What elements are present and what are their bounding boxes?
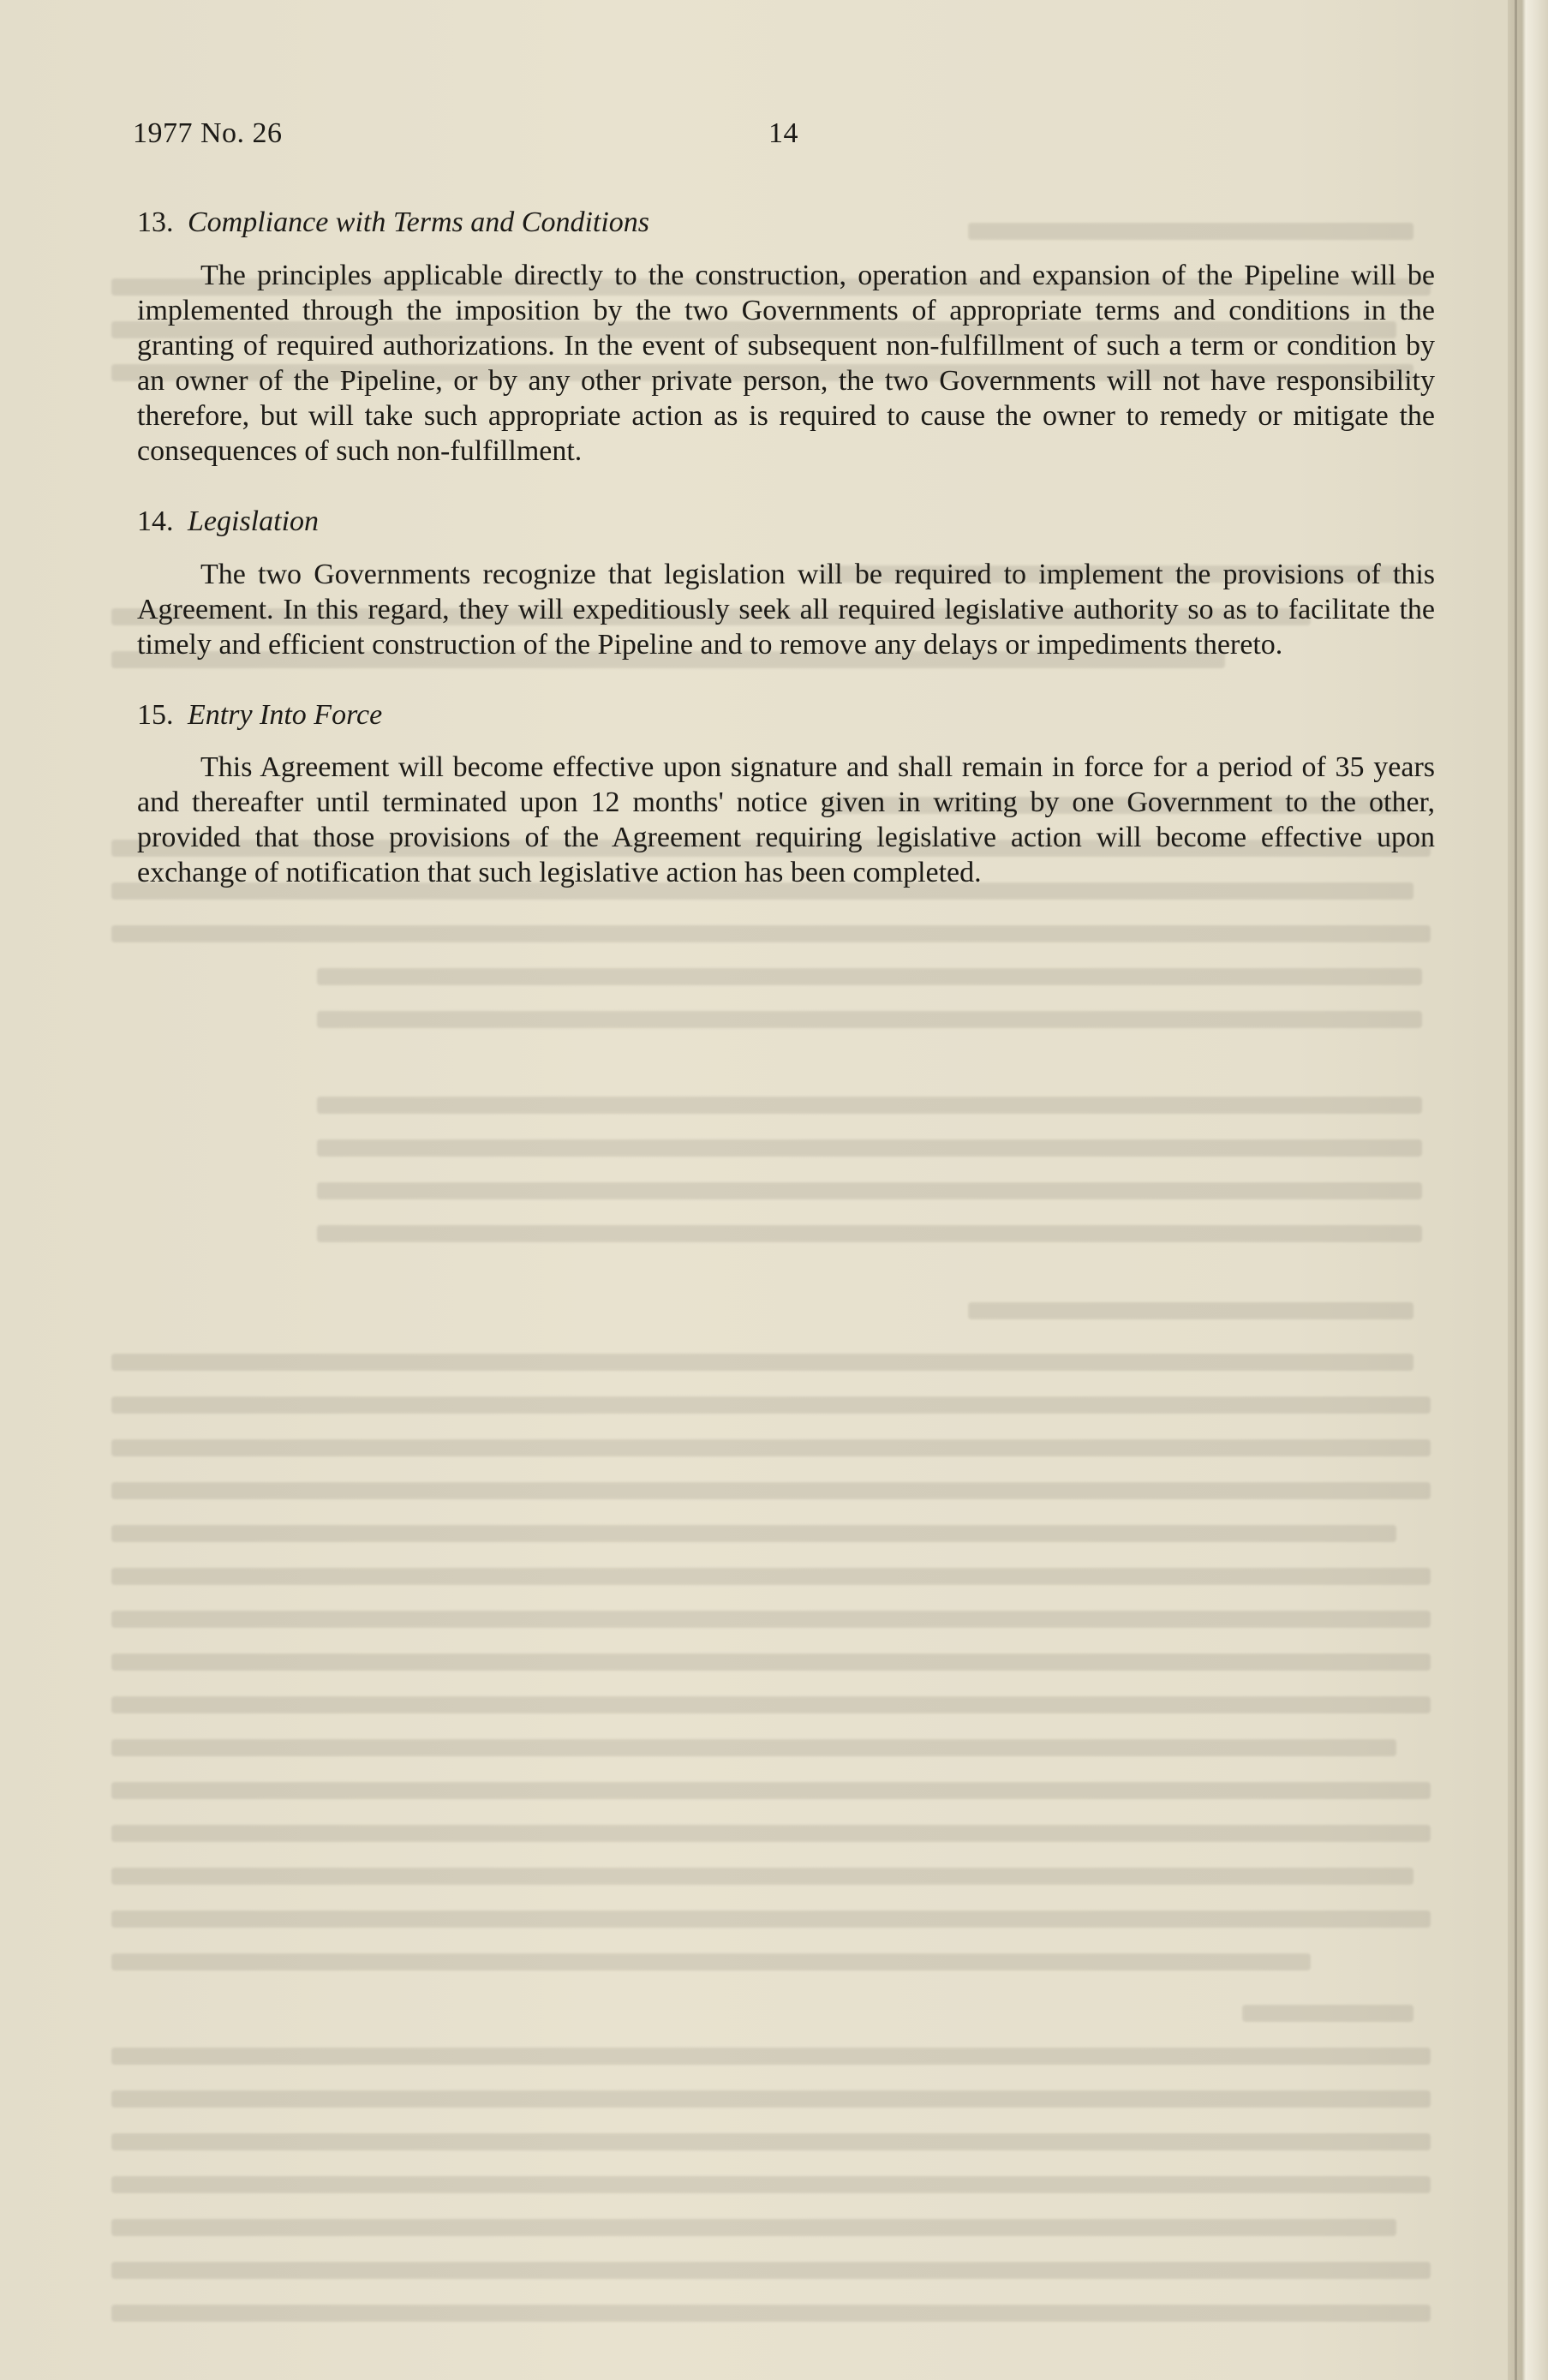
page-number: 14 xyxy=(768,117,798,149)
section-number: 13. xyxy=(137,206,174,238)
page-fold-line xyxy=(1515,0,1517,2380)
section-paragraph: The principles applicable directly to the construction, operation and expansion of the Pipeline will be implemented through the imposition by the two Governments of appropriate terms and conditions in the granting of required authorizations. In the event of subsequent non-fulfillment of such a term or condition by an owner of the Pipeline, or by any other private person, the two Governments will not have responsibility therefore, but will take such appropriate action as is required to cause the owner to remedy or mitigate the consequences of such non-fulfillment. xyxy=(137,259,1435,467)
section-title: Compliance with Terms and Conditions xyxy=(188,206,650,238)
section-heading xyxy=(137,505,1435,540)
section-title: Entry Into Force xyxy=(188,698,383,731)
section-heading xyxy=(137,206,1435,241)
section-paragraph: The two Governments recognize that legislation will be required to implement the provisions of this Agreement. In this regard, they will expeditiously seek all required legislative authority so as to facilitate the timely and efficient construction of the Pipeline and to remove any delays or impediments thereto. xyxy=(137,558,1435,661)
year-number-label: 1977 No. 26 xyxy=(133,117,283,149)
section-15 xyxy=(137,698,1435,891)
page-header xyxy=(133,117,818,160)
section-number: 14. xyxy=(137,505,174,537)
section-heading xyxy=(137,698,1435,733)
document-body xyxy=(137,206,1435,926)
section-13 xyxy=(137,206,1435,469)
section-number: 15. xyxy=(137,698,174,731)
section-title: Legislation xyxy=(188,505,320,537)
section-paragraph: This Agreement will become effective upon signature and shall remain in force for a period of 35 years and thereafter until terminated upon 12 months' notice given in writing by one Government to the other, provided that those provisions of the Agreement requiring legislative action will become effective upon exchange of notification that such legislative action has been completed. xyxy=(137,751,1435,889)
section-14 xyxy=(137,505,1435,662)
